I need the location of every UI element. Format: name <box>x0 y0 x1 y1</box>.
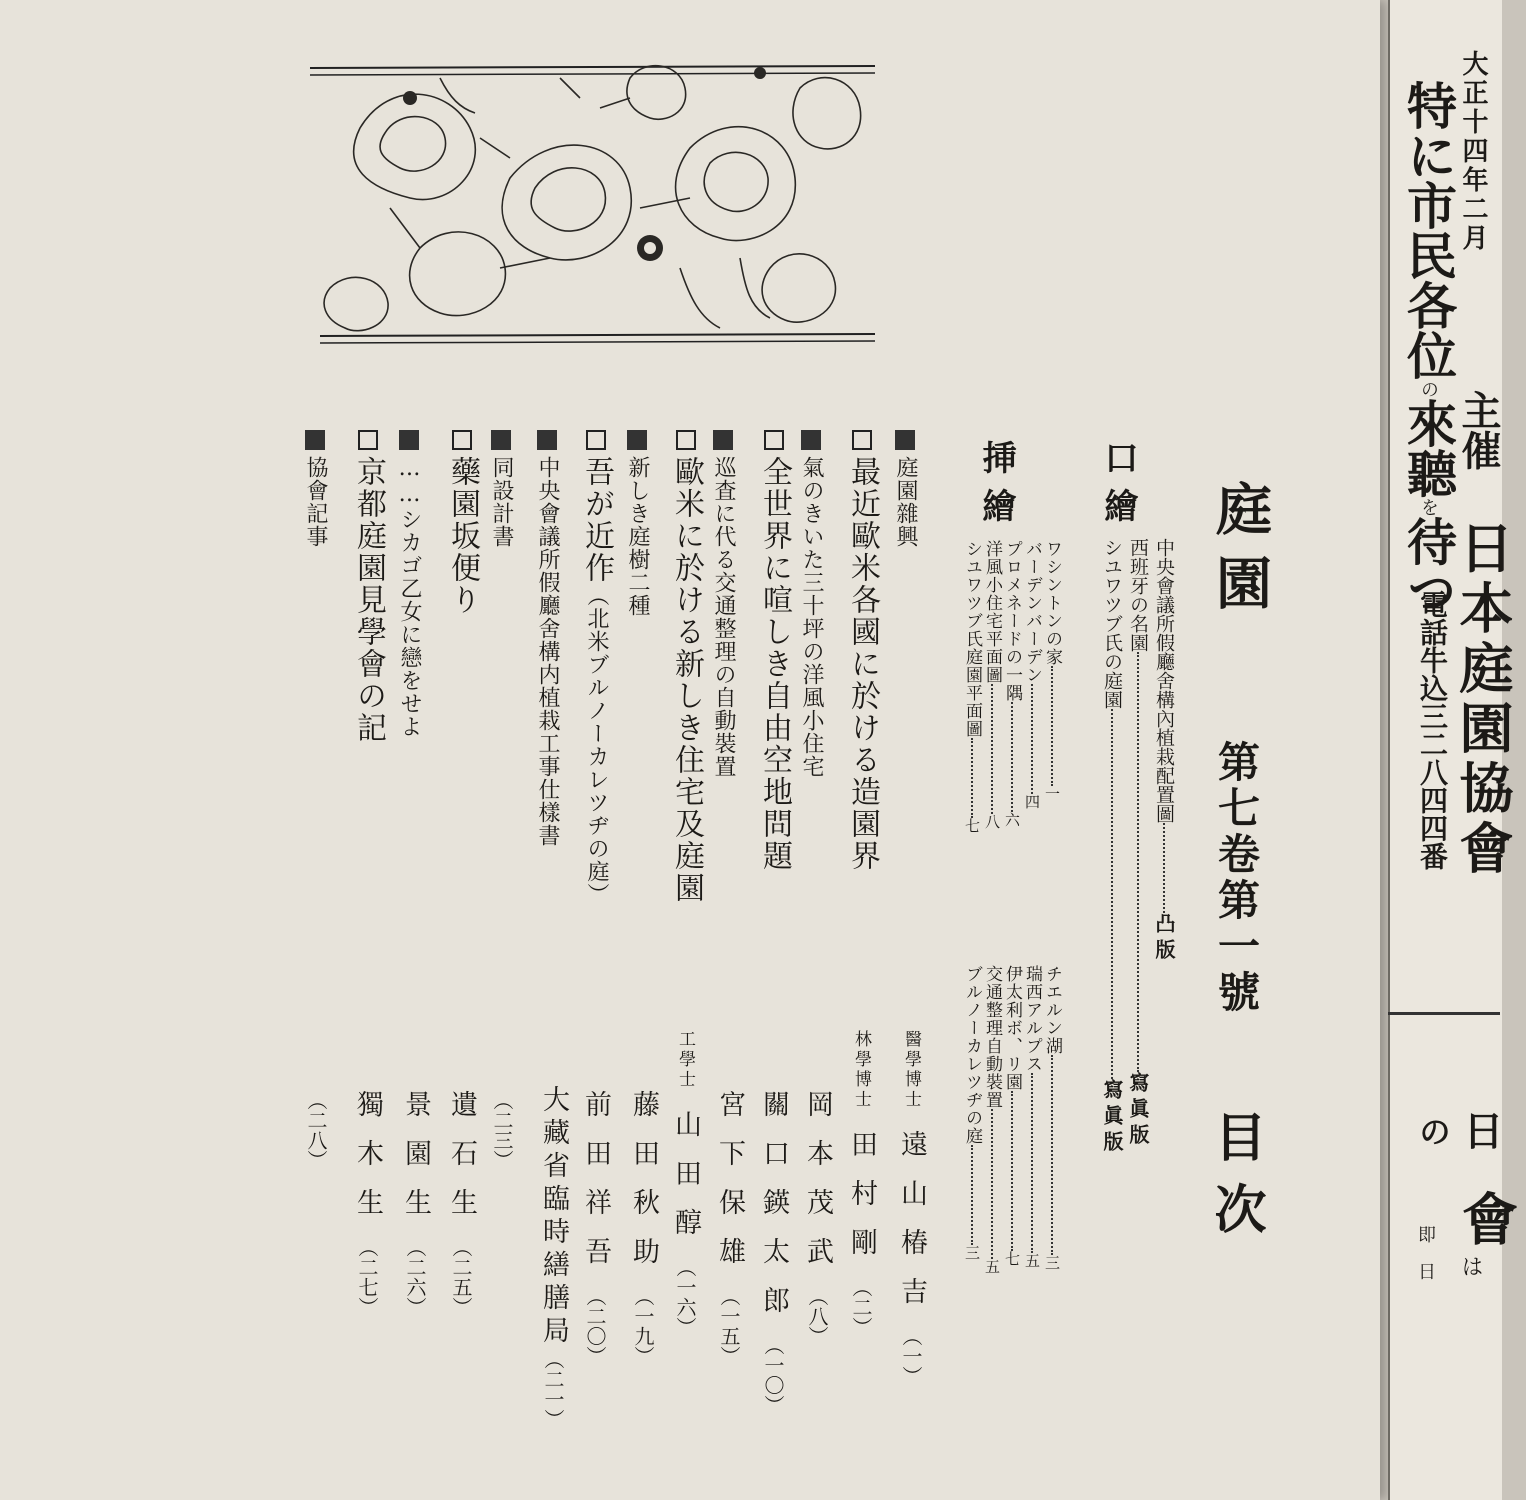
event-banner <box>1392 80 1464 616</box>
illustrations-heading: 挿繪 <box>976 440 1016 536</box>
event-host-label: 主催 <box>1455 390 1502 470</box>
notice-small: は <box>1458 1255 1483 1277</box>
banner-text: を <box>1418 498 1439 516</box>
illustration-page: 八 <box>983 814 1001 830</box>
author-name: 遠山椿吉 <box>896 1130 927 1326</box>
author-name: 前田祥吾 <box>580 1090 611 1286</box>
plate-type: 凸版 <box>1152 913 1176 965</box>
toc-entry-title: 全世界に喧しき自由空地問題 <box>757 456 792 872</box>
filled-square-icon <box>895 430 915 450</box>
toc-entry-credit <box>754 1090 793 1415</box>
event-telephone: 電話牛込三二八四四番 <box>1416 590 1449 870</box>
author-name: 關口鍈太郎 <box>758 1090 789 1335</box>
illustration-page: 六 <box>1003 812 1021 828</box>
page-number: （二） <box>849 1277 873 1337</box>
toc-entry-title: 京都庭園見學會の記 <box>351 456 386 744</box>
banner-text: 市民各位 <box>1399 180 1458 380</box>
toc-entry <box>708 430 739 778</box>
leader-dots <box>1031 684 1033 794</box>
page-number: （二八） <box>304 1090 328 1170</box>
toc-entry-credit <box>710 1090 749 1366</box>
illustration-item <box>960 540 985 834</box>
toc-entry-title: ……シカゴ乙女に戀をせよ <box>397 456 422 738</box>
toc-entry-title: 同設計書 <box>489 456 514 548</box>
toc-entry <box>394 430 425 738</box>
notice-line: の <box>1414 1115 1452 1147</box>
illustration-page: 四 <box>1023 794 1041 810</box>
frontispiece-item-title: 西班牙の名園 <box>1127 538 1149 652</box>
page-number: （二一） <box>541 1349 565 1429</box>
filled-square-icon <box>627 430 647 450</box>
banner-text: 來聽 <box>1399 398 1458 498</box>
frontispiece-item <box>1150 538 1179 1278</box>
page-number: （八） <box>805 1286 829 1346</box>
illustration-title: シユワツブ氏庭園平面圖 <box>962 540 982 738</box>
toc-entry-title: 歐米に於ける新しき住宅及庭園 <box>669 456 704 904</box>
filled-square-icon <box>801 430 821 450</box>
volume-number: 第七卷第一號 <box>1212 740 1261 1016</box>
toc-entry-title: 吾が近作 <box>579 456 614 584</box>
event-date: 大正十四年二月 <box>1458 50 1488 253</box>
leader-dots <box>991 684 993 814</box>
illustration-title: ワシントンの家 <box>1042 540 1062 666</box>
magazine-title: 庭園 <box>1207 480 1273 628</box>
toc-entry <box>840 430 884 872</box>
toc-entry <box>532 430 563 847</box>
illustration-title: 交通整理自動裝置 <box>982 965 1002 1109</box>
page-number: （二五） <box>449 1237 473 1317</box>
illustration-title: 瑞西アルプス <box>1022 965 1042 1073</box>
toc-entry-title: 新しき庭樹二種 <box>625 456 650 617</box>
page-number: （一） <box>899 1326 923 1386</box>
contents-label: 目次 <box>1205 1110 1266 1254</box>
author-degree: 工學士 <box>675 1030 695 1090</box>
author-name: 藤田秋助 <box>628 1090 659 1286</box>
author-name: 大藏省臨時繕膳局 <box>538 1085 569 1349</box>
illustration-page: 一 <box>1043 786 1061 802</box>
toc-entry-credit <box>798 1090 837 1346</box>
leader-dots <box>1111 709 1113 1079</box>
toc-entry-credit <box>666 1030 705 1337</box>
page-number: （二三） <box>490 1090 514 1170</box>
plate-type: 寫眞版 <box>1100 1079 1124 1157</box>
author-name: 景園生 <box>400 1090 431 1237</box>
open-square-icon <box>358 430 378 450</box>
page-number: （二七） <box>355 1237 379 1317</box>
illustration-title: ブルノーカレツヂの庭 <box>962 965 982 1145</box>
toc-entry-title: 巡査に代る交通整理の自動裝置 <box>711 456 736 778</box>
open-square-icon <box>586 430 606 450</box>
toc-entry-title: 庭園雜興 <box>893 456 918 548</box>
toc-entry-credit <box>624 1090 663 1366</box>
leader-dots <box>1051 666 1053 786</box>
notice-small: 即 <box>1415 1225 1436 1243</box>
event-organizer: 日本庭園協會 <box>1451 520 1515 880</box>
illustration-title: 洋風小住宅平面圖 <box>982 540 1002 684</box>
leader-dots <box>1031 1073 1033 1253</box>
illustration-title: バーデンバーデン <box>1022 540 1042 684</box>
leader-dots <box>971 738 973 818</box>
open-square-icon <box>676 430 696 450</box>
filled-square-icon <box>713 430 733 450</box>
toc-entry-credit <box>534 1085 573 1429</box>
page-number: （一九） <box>631 1286 655 1366</box>
author-name: 岡本茂武 <box>802 1090 833 1286</box>
author-name: 山田醇 <box>670 1110 701 1257</box>
toc-entry-title: 藥園坂便り <box>445 456 480 616</box>
open-square-icon <box>852 430 872 450</box>
frontispiece-item-title: 中央會議所假廳舍構內植栽配置圖 <box>1153 538 1175 823</box>
author-name: 宮下保雄 <box>714 1090 745 1286</box>
filled-square-icon <box>537 430 557 450</box>
floral-illustration <box>300 38 880 358</box>
frontispiece-heading: 口繪 <box>1098 440 1138 536</box>
toc-entry-title: 最近歐米各國に於ける造園界 <box>845 456 880 872</box>
notice-small: 日 <box>1415 1262 1436 1280</box>
author-name: 遺石生 <box>446 1090 477 1237</box>
notice-big: 會 <box>1453 1190 1519 1246</box>
toc-entry-title: 中央會議所假廳舍構内植栽工事仕樣書 <box>535 456 560 847</box>
toc-entry <box>486 430 517 548</box>
leader-dots <box>1051 1055 1053 1255</box>
toc-entry <box>796 430 827 778</box>
divider <box>1388 1012 1500 1015</box>
page-number: （一五） <box>717 1286 741 1366</box>
toc-entry-credit <box>488 1090 517 1170</box>
toc-entry <box>574 430 618 906</box>
notice-line: 日 <box>1457 1110 1504 1150</box>
illustration-title: 伊太利ボ、リ園 <box>1002 965 1022 1091</box>
toc-entry <box>890 430 921 548</box>
banner-text: の <box>1418 380 1439 398</box>
illustration-page: 七 <box>1003 1251 1021 1267</box>
toc-entry-credit <box>396 1090 435 1317</box>
author-name: 田村剛 <box>846 1130 877 1277</box>
illustration-page: 三 <box>963 1245 981 1261</box>
frontispiece-item <box>1124 538 1153 1150</box>
toc-entry <box>346 430 390 744</box>
plate-type: 寫眞版 <box>1126 1072 1150 1150</box>
illustration-page: 三 <box>1043 1255 1061 1271</box>
toc-entry-credit <box>348 1090 387 1317</box>
leader-dots <box>1011 702 1013 812</box>
leader-dots <box>971 1145 973 1245</box>
author-name: 獨木生 <box>352 1090 383 1237</box>
toc-entry-credit <box>842 1030 881 1337</box>
author-degree: 醫學博士 <box>901 1030 921 1110</box>
banner-text: 特に <box>1399 80 1458 180</box>
illustration-item <box>960 965 985 1261</box>
filled-square-icon <box>305 430 325 450</box>
toc-entry-note: （北米ブルノーカレツヂの庭） <box>584 584 609 906</box>
page-number: （二〇） <box>583 1286 607 1366</box>
illustration-page: 五 <box>1023 1253 1041 1269</box>
toc-entry-credit <box>576 1090 615 1366</box>
leader-dots <box>1163 823 1165 913</box>
toc-entry-title: 協會記事 <box>303 456 328 548</box>
banner-text: 待つ <box>1399 516 1458 616</box>
toc-entry-credit <box>302 1090 331 1170</box>
frontispiece-item <box>1098 538 1127 1157</box>
leader-dots <box>1011 1091 1013 1251</box>
filled-square-icon <box>399 430 419 450</box>
page-number: （一〇） <box>761 1335 785 1415</box>
toc-entry <box>622 430 653 617</box>
toc-entry-credit <box>442 1090 481 1317</box>
leader-dots <box>1137 652 1139 1072</box>
toc-entry <box>752 430 796 872</box>
toc-entry <box>300 430 331 548</box>
frontispiece-item-title: シユワツブ氏の庭園 <box>1101 538 1123 709</box>
page-number: （二六） <box>403 1237 427 1317</box>
toc-entry <box>664 430 708 904</box>
leader-dots <box>991 1109 993 1259</box>
open-square-icon <box>452 430 472 450</box>
toc-entry <box>440 430 484 616</box>
author-degree: 林學博士 <box>851 1030 871 1110</box>
illustration-title: チエルン湖 <box>1042 965 1062 1055</box>
open-square-icon <box>764 430 784 450</box>
toc-entry-credit <box>892 1030 931 1386</box>
filled-square-icon <box>491 430 511 450</box>
illustration-title: プロメネードの一隅 <box>1002 540 1022 702</box>
illustration-page: 五 <box>983 1259 1001 1275</box>
page-number: （一六） <box>673 1257 697 1337</box>
illustration-page: 七 <box>963 818 981 834</box>
toc-entry-title: 氣のきいた三十坪の洋風小住宅 <box>799 456 824 778</box>
